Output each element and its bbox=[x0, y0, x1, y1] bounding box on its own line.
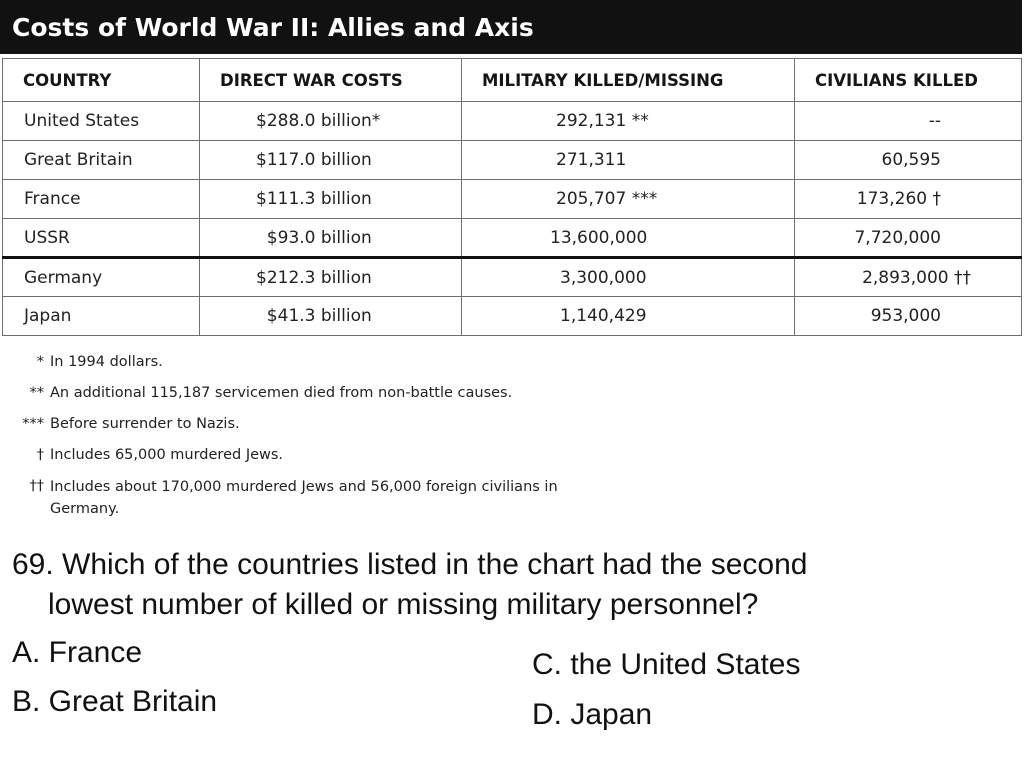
answer-option-c[interactable]: C. the United States bbox=[532, 648, 801, 681]
cell-country: Japan bbox=[3, 297, 200, 336]
header-country: COUNTRY bbox=[3, 59, 200, 102]
question-line-1: 69. Which of the countries listed in the chart had the second bbox=[12, 548, 808, 581]
cell-cost: $212.3 billion bbox=[200, 258, 462, 297]
cell-country: France bbox=[3, 180, 200, 219]
footnote-text: In 1994 dollars. bbox=[50, 354, 163, 370]
cell-country: Germany bbox=[3, 258, 200, 297]
header-military-killed-missing: MILITARY KILLED/MISSING bbox=[462, 59, 795, 102]
footnote-text: Includes 65,000 murdered Jews. bbox=[50, 447, 284, 463]
table-row bbox=[3, 297, 1022, 336]
footnote bbox=[14, 414, 614, 434]
cell-civilians: 7,720,000 bbox=[795, 219, 1022, 258]
cell-civilians: 2,893,000 †† bbox=[795, 258, 1022, 297]
answer-option-a[interactable]: A. France bbox=[12, 636, 143, 669]
cell-civilians: 60,595 bbox=[795, 141, 1022, 180]
table-row bbox=[3, 258, 1022, 297]
cell-civilians: 953,000 bbox=[795, 297, 1022, 336]
question-text bbox=[12, 545, 1012, 625]
cell-cost: $117.0 billion bbox=[200, 141, 462, 180]
table-header-row bbox=[3, 59, 1022, 102]
cell-cost: $288.0 billion* bbox=[200, 102, 462, 141]
war-costs-table bbox=[2, 58, 1022, 336]
footnote bbox=[14, 476, 614, 520]
footnote-mark: † bbox=[36, 447, 44, 463]
cell-military: 13,600,000 bbox=[462, 219, 795, 258]
footnote bbox=[14, 445, 614, 465]
cell-country: USSR bbox=[3, 219, 200, 258]
footnote-text: An additional 115,187 servicemen died from non-battle causes. bbox=[50, 385, 513, 401]
table-row bbox=[3, 141, 1022, 180]
table-row bbox=[3, 180, 1022, 219]
footnote bbox=[14, 352, 614, 372]
footnote-mark: *** bbox=[22, 416, 44, 432]
answer-option-d[interactable]: D. Japan bbox=[532, 698, 653, 731]
footnote-mark: ** bbox=[29, 385, 44, 401]
header-civilians-killed: CIVILIANS KILLED bbox=[795, 59, 1022, 102]
cell-military: 205,707 *** bbox=[462, 180, 795, 219]
cell-military: 292,131 ** bbox=[462, 102, 795, 141]
cell-country: United States bbox=[3, 102, 200, 141]
footnote-text: Before surrender to Nazis. bbox=[50, 416, 240, 432]
footnote-mark: †† bbox=[29, 478, 44, 494]
footnote-text: Includes about 170,000 murdered Jews and 56,000 foreign civilians in Germany. bbox=[50, 479, 558, 517]
footnote bbox=[14, 383, 614, 403]
cell-military: 3,300,000 bbox=[462, 258, 795, 297]
cell-country: Great Britain bbox=[3, 141, 200, 180]
footnote-mark: * bbox=[36, 354, 44, 370]
cell-cost: $111.3 billion bbox=[200, 180, 462, 219]
footnotes bbox=[14, 352, 614, 531]
cell-cost: $41.3 billion bbox=[200, 297, 462, 336]
chart-title: Costs of World War II: Allies and Axis bbox=[0, 0, 1022, 54]
question-line-2: lowest number of killed or missing military personnel? bbox=[48, 588, 759, 621]
header-direct-war-costs: DIRECT WAR COSTS bbox=[200, 59, 462, 102]
cell-cost: $93.0 billion bbox=[200, 219, 462, 258]
cell-military: 1,140,429 bbox=[462, 297, 795, 336]
cell-civilians: -- bbox=[795, 102, 1022, 141]
table-row bbox=[3, 102, 1022, 141]
cell-civilians: 173,260 † bbox=[795, 180, 1022, 219]
table-row bbox=[3, 219, 1022, 258]
cell-military: 271,311 bbox=[462, 141, 795, 180]
answer-option-b[interactable]: B. Great Britain bbox=[12, 685, 218, 718]
